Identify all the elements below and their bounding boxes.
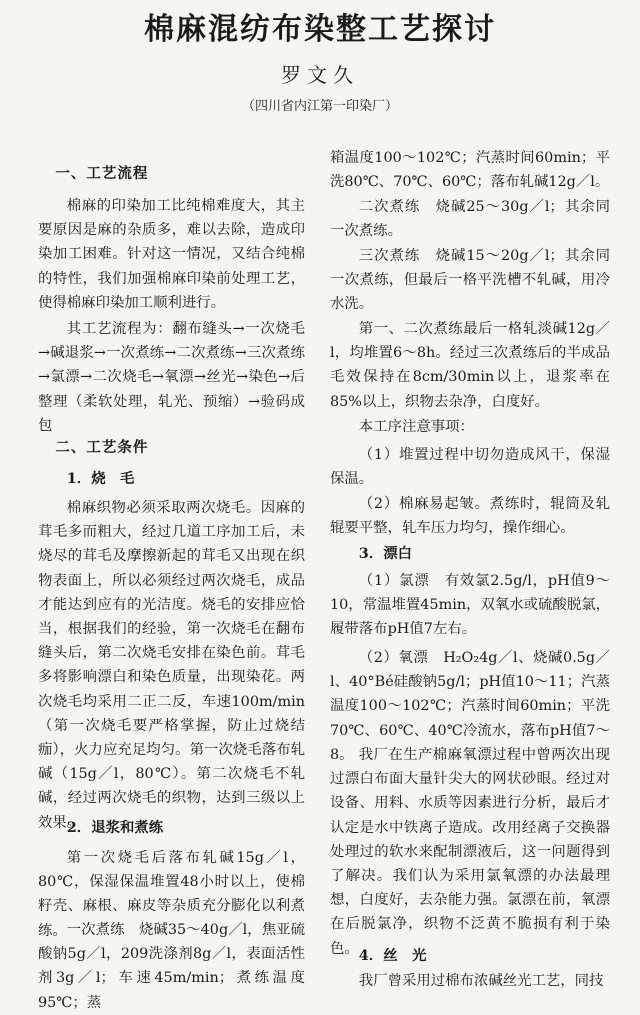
paragraph-singeing: 棉麻织物必须采取两次烧毛。因麻的茸毛多而粗大，经过几道工序加工后，未烧尽的茸毛及摩擦新起的茸毛又出现在织物表面上，所以必须经过两次烧毛，成品才能达到应有的光洁度。烧毛的安排应恰当，根据我们的经验，第一次烧毛在翻布缝头后，第二次烧毛安排在染色前。茸毛多将影响漂白和染色质量，出现染花。两次烧毛均采用二正二反，车速100m/min（第一次烧毛要严格掌握，防止过烧结痂），火力应充足均匀。第一次烧毛落布轧碱（15g／l，80℃）。第二次烧毛不轧碱，经过两次烧毛的织物，达到三级以上效果。: [38, 500, 305, 831]
paragraph-first-scouring: 一次煮练 烧碱35～40g／l，焦亚硫酸钠5g／l，209洗涤剂8g／l，表面活性剂3g／l；车速45m/min；煮练温度95℃；蒸: [38, 922, 305, 1011]
author-affiliation: （四川省内江第一印染厂）: [241, 99, 398, 114]
subheading-mercerizing: 4．丝 光: [358, 947, 427, 964]
paragraph-process-flow: 其工艺流程为：翻布缝头→一次烧毛→碱退浆→一次煮练→二次煮练→三次煮练→氯漂→二次烧毛→氧漂→丝光→染色→后整理（柔软处理，轧光、预缩）→验码成包: [38, 321, 305, 434]
paragraph-mercerizing: 我厂曾采用过棉布浓碱丝光工艺，同技: [358, 973, 604, 989]
section-heading-process: 一、工艺流程: [55, 166, 149, 182]
paragraph-third-scouring: 三次煮练 烧碱15～20g／l；其余同一次煮练，但最后一格平洗槽不轧碱，用冷水洗。: [330, 248, 610, 313]
section-heading-conditions: 二、工艺条件: [55, 440, 149, 456]
paragraph-note-2: （2）棉麻易起皱。煮练时，辊筒及轧辊要平整，轧车压力均匀，操作细心。: [330, 496, 610, 537]
paragraph-steaming-continued: 箱温度100～102℃；汽蒸时间60min；平洗80℃、70℃、60℃；落布轧碱12g／l。: [330, 150, 610, 191]
paragraph-second-scouring: 二次煮练 烧碱25～30g／l；其余同一次煮练。: [330, 199, 610, 240]
paragraph-desizing: 第一次烧毛后落布轧碱15g／l，80℃，保湿保温堆置48小时以上，使棉籽壳、麻根、麻皮等杂质充分膨化以利煮练。: [38, 850, 305, 939]
author-name: 罗文久: [281, 63, 359, 87]
subheading-bleaching: 3．漂白: [358, 545, 412, 562]
paragraph-intro: 棉麻的印染加工比纯棉难度大，其主要原因是麻的杂质多，难以去除，造成印染加工困难。针对这一情况，又结合纯棉的特性，我们加强棉麻印染前处理工艺，使得棉麻印染加工顺利进行。: [38, 198, 305, 311]
left-column: [38, 0, 305, 1011]
paragraph-scouring-results: 第一、二次煮练最后一格轧淡碱12g／l，均堆置6～8h。经过三次煮练后的半成品毛效保持在8cm/30min以上，退浆率在85%以上，织物去杂净，白度好。: [330, 321, 610, 410]
paragraph-oxygen-bleach: （2）氧漂 H₂O₂4g／l、烧碱0.5g／l、40°Bé硅酸钠5g/l；pH值10～11；汽蒸温度100～102℃；汽蒸时间60min；平洗70℃、60℃、40℃冷流水，落布pH值7～8。: [330, 650, 610, 763]
right-column: [330, 0, 610, 1000]
paragraph-bleach-experience: 我厂在生产棉麻氧漂过程中曾两次出现过漂白布面大量针尖大的网状砂眼。经过对设备、用料、水质等因素进行分析，最后才认定是水中铁离子造成。改用经离子交换器处理过的软水来配制漂液后，这一问题得到了解决。我们认为采用氯氧漂的办法最理想，白度好，去杂能力强。氯漂在前，氧漂在后脱氯净，织物不泛黄不脆损有利于染色。: [330, 747, 610, 957]
paragraph-note-1: （1）堆置过程中切勿造成风干，保湿保温。: [330, 447, 610, 488]
subheading-desizing-scouring: 2．退浆和煮练: [66, 819, 164, 836]
subheading-singeing: 1．烧 毛: [66, 470, 135, 487]
paragraph-chlorine-bleach: （1）氯漂 有效氯2.5g/l，pH值9～10，常温堆置45min，双氧水或硫酸脱氯，履带落布pH值7左右。: [330, 573, 611, 638]
paragraph-notes-heading: 本工序注意事项：: [358, 419, 474, 435]
article-title: 棉麻混纺布染整工艺探讨: [144, 12, 496, 47]
